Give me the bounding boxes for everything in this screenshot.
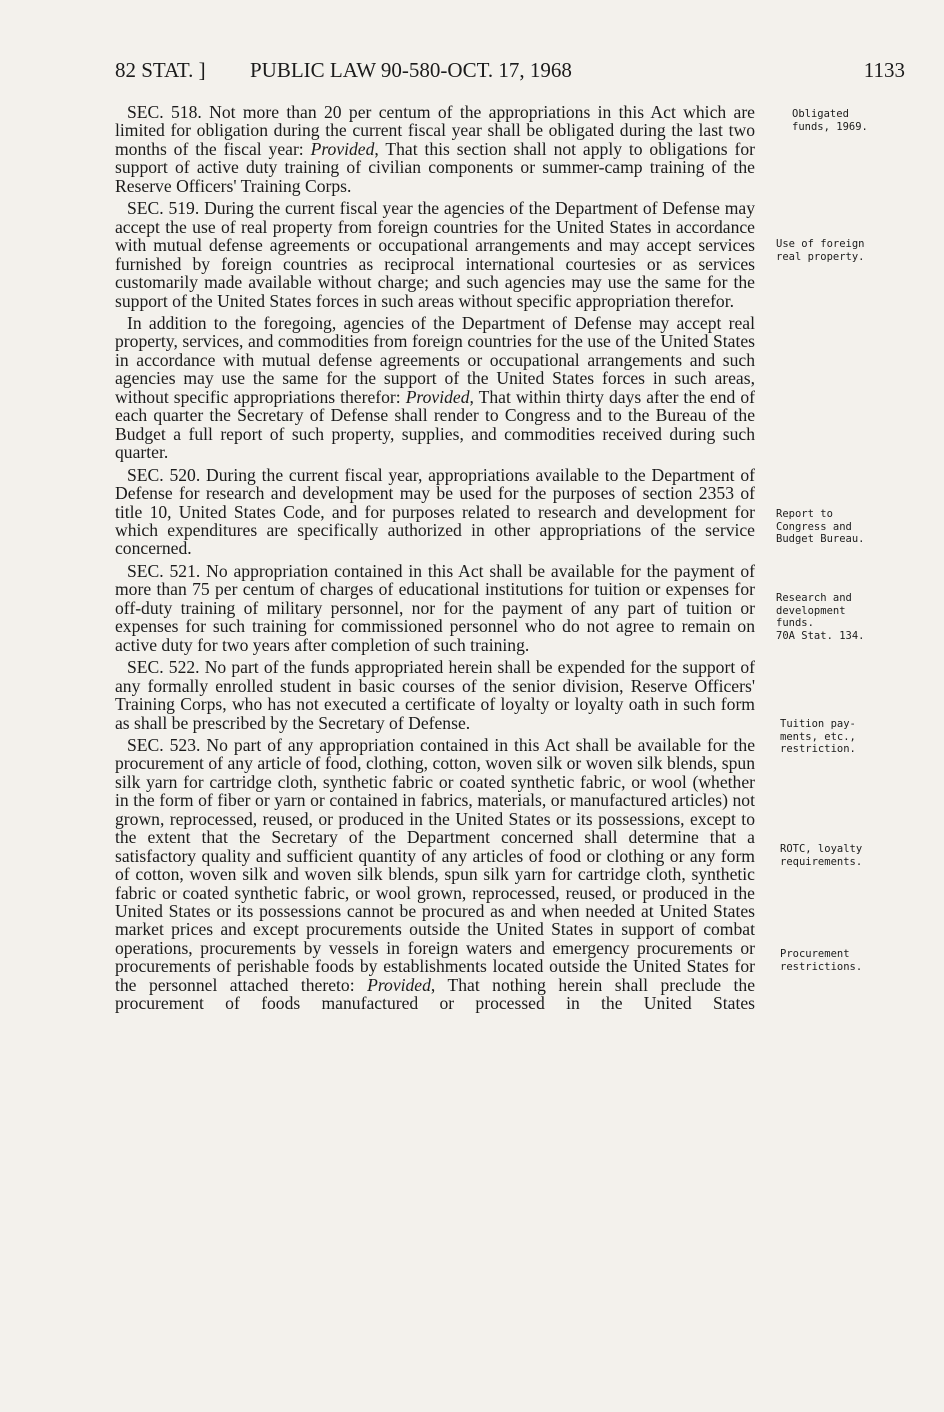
section-paragraph	[115, 466, 755, 558]
section-paragraph	[115, 199, 755, 310]
margin-note-line: 70A Stat. 134.	[776, 629, 865, 642]
margin-note-line: development	[776, 604, 846, 617]
margin-note-line: Procurement	[780, 948, 850, 960]
margin-note-line: Research and	[776, 592, 852, 604]
margin-note-research-funds	[776, 592, 896, 642]
margin-note-tuition	[780, 718, 900, 756]
margin-note-line: Obligated	[792, 108, 849, 120]
section-paragraph	[115, 658, 755, 732]
proviso-italic: Provided	[367, 974, 431, 995]
section-paragraph	[115, 736, 755, 1013]
section-text: No part of any appropriation contained in this Act shall be available for the procurement of any article of food, clothing, cotton, woven silk or woven silk blends, spun silk yarn for cartridge cloth, synthetic fabric or coated synthetic fabric, or wool (whether in the form of fiber or yarn or contained in fabrics, materials, or manufactured articles) not grown, reprocessed, reused, or produced in the United States or its possessions, except to the extent that the Secretary of the Department concerned shall determine that a satisfactory quality and sufficient quantity of any articles of food or clothing or any form of cotton, woven silk and woven silk blends, spun silk yarn for cartridge cloth, synthetic fabric or coated synthetic fabric, or wool grown, reprocessed, reused, or produced in the United States or its possessions cannot be procured as and when needed at United States market prices and except procurements outside the United States in support of combat operations, procurements by vessels in foreign waters and emergency procurements or procurements of perishable foods by establishments located outside the United States for the personnel attached thereto:	[115, 734, 756, 995]
section-heading: SEC. 523.	[127, 734, 201, 755]
margin-note-report-congress	[776, 508, 896, 546]
section-heading: SEC. 522.	[127, 657, 200, 678]
margin-note-foreign-property	[776, 238, 896, 263]
proviso-italic: Provided	[405, 386, 470, 407]
margin-note-line: requirements.	[780, 855, 863, 868]
margin-note-line: Use of foreign	[776, 238, 865, 250]
section-text: Not more than 20 per centum of the appropriations in this Act which are limited for obligation during the current fiscal year shall be obligated during the last two months of the fiscal year:	[115, 102, 755, 159]
page-header	[115, 58, 905, 86]
margin-note-line: restrictions.	[780, 960, 863, 973]
section-text: During the current fiscal year, appropriations available to the Department of Defense for research and development may be used for the purposes of section 2353 of title 10, United States Code, and for purposes related to research and development for which expenditures are specifically authorized in other appropriations of the service concerned.	[115, 464, 755, 559]
margin-note-line: restriction.	[780, 743, 856, 755]
margin-note-line: ments, etc.,	[780, 730, 856, 743]
section-text: , That within thirty days after the end of each quarter the Secretary of Defense shall render to Congress and to the Bureau of the Budget a full report of such property, supplies, and commodities received during such quarter.	[115, 386, 755, 463]
margin-note-line: Budget Bureau.	[776, 533, 865, 545]
margin-note-line: funds.	[776, 617, 814, 629]
section-text: , That this section shall not apply to obligations for support of active duty training of civilian components or summer-camp training of the Reserve Officers' Training Corps.	[115, 138, 756, 196]
section-text: No part of the funds appropriated herein shall be expended for the support of any formally enrolled student in basic courses of the senior division, Reserve Officers' Training Corps, who has not executed a certificate of loyalty or loyalty oath in such form as shall be prescribed by the Secretary of Defense.	[115, 657, 755, 733]
section-text: In addition to the foregoing, agencies of the Department of Defense may accept real property, services, and commodities from foreign countries for the use of the United States in accordance with mutual defense agreements or occupational arrangements and such agencies may use the same for the support of the United States forces in such areas, without specific appropriations therefor:	[115, 312, 755, 407]
statute-volume: 82 STAT. ]	[115, 58, 206, 82]
margin-note-obligated-funds	[792, 108, 912, 133]
section-heading: SEC. 519.	[127, 198, 200, 219]
margin-note-line: ROTC, loyalty	[780, 843, 863, 855]
section-text: During the current fiscal year the agencies of the Department of Defense may accept the use of real property from foreign countries for the United States in accordance with mutual defense agreements or occupational arrangements and may accept services furnished by foreign countries as reciprocal international courtesies or as services customarily made available without charge; and such agencies may use the same for the support of the United States forces in such areas without specific appropriation therefor.	[115, 198, 755, 311]
section-paragraph	[115, 562, 755, 654]
margin-note-line: real property.	[776, 250, 865, 263]
section-paragraph	[115, 314, 755, 462]
section-paragraph	[115, 103, 755, 195]
section-heading: SEC. 520.	[127, 464, 201, 485]
main-text	[115, 103, 755, 1017]
section-text: No appropriation contained in this Act shall be available for the payment of more than 75 per centum of charges of educational institutions for tuition or expenses for off-duty training of military personnel, nor for the payment of any part of tuition or expenses for such training for commissioned personnel who do not agree to remain on active duty for two years after completion of such training.	[115, 560, 755, 655]
margin-note-line: funds, 1969.	[792, 120, 868, 133]
page-number: 1133	[863, 58, 905, 82]
section-text: , That nothing herein shall preclude the procurement of foods manufactured or processed in the United States	[115, 974, 756, 1014]
section-heading: SEC. 518.	[127, 102, 202, 122]
margin-note-line: Tuition pay-	[780, 718, 856, 730]
margin-note-line: Report to	[776, 508, 833, 520]
proviso-italic: Provided	[310, 138, 375, 159]
margin-note-procurement	[780, 948, 900, 973]
margin-note-rotc	[780, 843, 900, 868]
margin-note-line: Congress and	[776, 520, 852, 533]
law-title: PUBLIC LAW 90-580-OCT. 17, 1968	[250, 58, 572, 82]
section-heading: SEC. 521.	[127, 560, 201, 581]
